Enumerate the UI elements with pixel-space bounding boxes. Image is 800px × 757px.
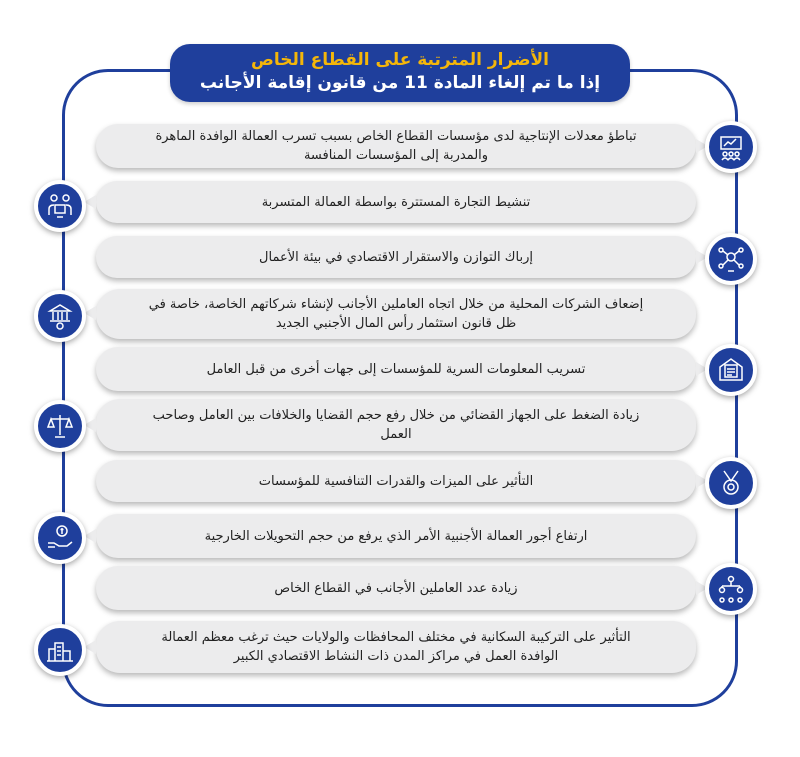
list-item (96, 566, 696, 610)
list-item (96, 124, 696, 168)
confidential-document-icon (705, 344, 757, 396)
city-population-icon (34, 624, 86, 676)
presentation-chart-icon (705, 121, 757, 173)
item-text: زيادة عدد العاملين الأجانب في القطاع الخاص (274, 580, 518, 596)
list-item (96, 514, 696, 558)
list-item (96, 460, 696, 502)
workforce-hierarchy-icon (705, 563, 757, 615)
scales-justice-icon (34, 400, 86, 452)
money-network-icon (705, 233, 757, 285)
medal-icon (705, 457, 757, 509)
item-text: تباطؤ معدلات الإنتاجية لدى مؤسسات القطاع الخاص بسبب تسرب العمالة الوافدة الماهرة والمدربة إلى المؤسسات المنافسة (155, 129, 637, 163)
item-text: ارتفاع أجور العمالة الأجنبية الأمر الذي يرفع من حجم التحويلات الخارجية (204, 528, 588, 544)
list-item (96, 399, 696, 451)
list-item (96, 289, 696, 339)
page-subtitle: إذا ما تم إلغاء المادة 11 من قانون إقامة الأجانب (199, 73, 601, 93)
money-hand-icon (34, 512, 86, 564)
money-exchange-icon (34, 180, 86, 232)
list-item (96, 181, 696, 223)
bank-investment-icon (34, 290, 86, 342)
title-banner (170, 44, 630, 102)
item-text: التأثير على الميزات والقدرات التنافسية للمؤسسات (258, 473, 534, 489)
item-text: تنشيط التجارة المستترة بواسطة العمالة المتسربة (261, 194, 531, 210)
list-item (96, 236, 696, 278)
page-title: الأضرار المترتبة على القطاع الخاص (251, 50, 549, 70)
item-text: تسريب المعلومات السرية للمؤسسات إلى جهات أخرى من قبل العامل (206, 361, 586, 377)
item-text: إضعاف الشركات المحلية من خلال اتجاه العاملين الأجانب لإنشاء شركاتهم الخاصة، خاصة في ظل قانون استثمار رأس المال الأجنبي الجديد (148, 297, 644, 331)
list-item (96, 621, 696, 673)
item-text: زيادة الضغط على الجهاز القضائي من خلال رفع حجم القضايا والخلافات بين العامل وصاحب العمل (152, 408, 640, 442)
list-item (96, 347, 696, 391)
item-text: إرباك التوازن والاستقرار الاقتصادي في بيئة الأعمال (259, 249, 533, 265)
item-text: التأثير على التركيبة السكانية في مختلف المحافظات والولايات حيث ترغب معظم العمالة الوافدة العمل في مراكز المدن ذات النشاط الاقتصادي الكبير (161, 630, 631, 664)
